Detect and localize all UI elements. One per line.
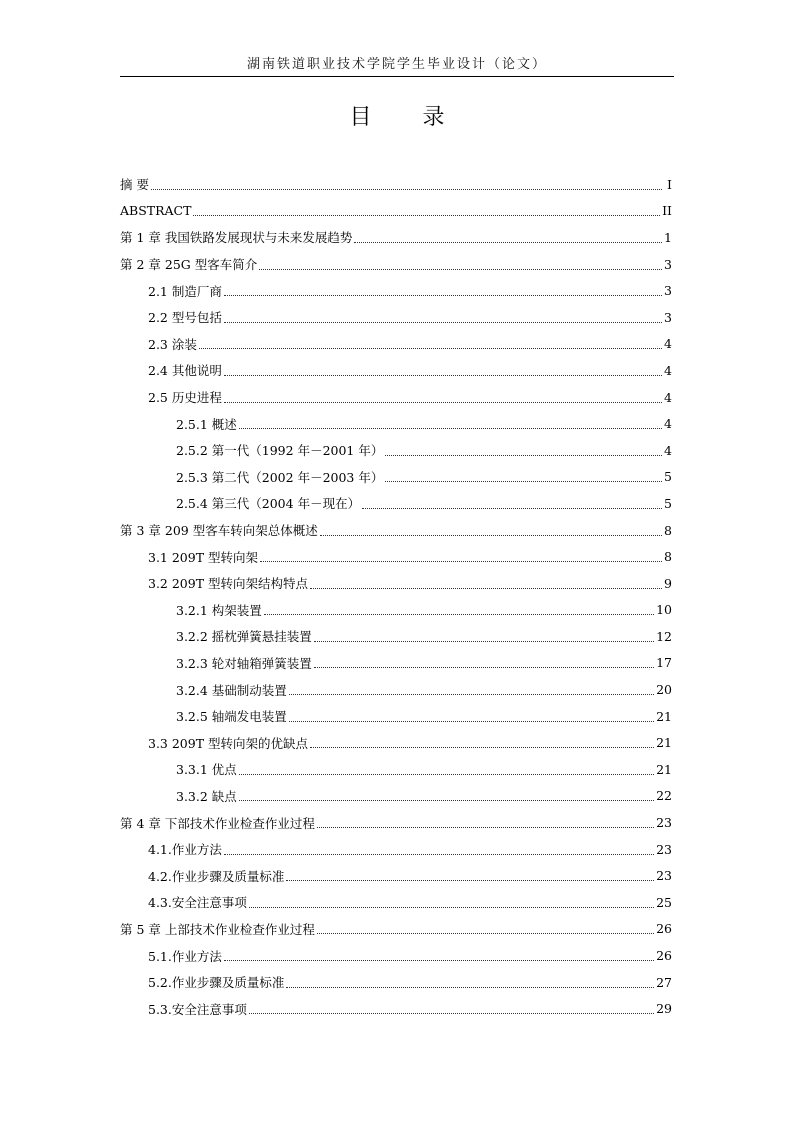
toc-entry[interactable] [120,756,672,783]
toc-entry-label: 2.5.4 第三代（2004 年－现在） [176,496,361,512]
toc-page-number: 3 [664,256,672,272]
toc-dot-leader [224,394,662,403]
toc-entry[interactable] [120,198,672,225]
toc-entry[interactable] [120,729,672,756]
toc-entry[interactable] [120,836,672,863]
toc-page-number: 5 [664,469,672,485]
toc-page-number: 21 [656,708,672,724]
toc-entry-label: 3.3.2 缺点 [176,788,237,804]
toc-page-number: 22 [656,788,672,804]
toc-page-number: 4 [664,389,672,405]
toc-dot-leader [260,553,662,562]
toc-dot-leader [354,234,662,243]
toc-entry[interactable] [120,650,672,677]
toc-page-number: 1 [664,229,672,245]
toc-entry[interactable] [120,862,672,889]
toc-entry[interactable] [120,437,672,464]
toc-entry-label: 4.2.作业步骤及质量标准 [148,868,285,884]
toc-page-number: I [667,176,672,192]
toc-entry[interactable] [120,304,672,331]
toc-dot-leader [224,287,662,296]
toc-dot-leader [289,686,654,695]
toc-entry[interactable] [120,384,672,411]
toc-page-number: 4 [664,336,672,352]
toc-dot-leader [310,580,662,589]
toc-entry-label: 第 3 章 209 型客车转向架总体概述 [120,523,318,539]
toc-dot-leader [310,739,654,748]
toc-entry-label: 第 1 章 我国铁路发展现状与未来发展趋势 [120,230,353,246]
toc-dot-leader [317,925,654,934]
toc-entry-label: 5.3.安全注意事项 [148,1001,247,1017]
toc-entry-label: 2.5.3 第二代（2002 年－2003 年） [176,469,384,485]
table-of-contents [120,171,672,1022]
toc-entry[interactable] [120,916,672,943]
toc-dot-leader [362,500,662,509]
toc-entry-label: 3.2.1 构架装置 [176,602,262,618]
toc-page-number: 21 [656,761,672,777]
toc-page-number: 23 [656,841,672,857]
toc-entry-label: 5.1.作业方法 [148,948,222,964]
toc-entry-label: ABSTRACT [120,203,192,219]
toc-entry-label: 2.4 其他说明 [148,363,222,379]
toc-page-number: 10 [656,602,672,618]
toc-entry[interactable] [120,464,672,491]
toc-page-number: 29 [656,1001,672,1017]
toc-page-number: 26 [656,948,672,964]
toc-dot-leader [286,979,654,988]
toc-page-number: 25 [656,894,672,910]
toc-page-number: 4 [664,362,672,378]
toc-dot-leader [239,420,662,429]
toc-dot-leader [239,792,654,801]
toc-entry-label: 3.3.1 优点 [176,762,237,778]
toc-page-number: 27 [656,974,672,990]
toc-entry[interactable] [120,251,672,278]
toc-entry[interactable] [120,597,672,624]
toc-entry[interactable] [120,357,672,384]
toc-page-number: 8 [664,522,672,538]
toc-page-number: 3 [664,309,672,325]
toc-entry-label: 4.1.作业方法 [148,842,222,858]
toc-entry[interactable] [120,171,672,198]
toc-entry[interactable] [120,570,672,597]
toc-entry[interactable] [120,224,672,251]
toc-page-number: 4 [664,442,672,458]
toc-entry[interactable] [120,889,672,916]
toc-entry[interactable] [120,490,672,517]
toc-entry[interactable] [120,676,672,703]
toc-entry[interactable] [120,410,672,437]
toc-dot-leader [289,713,654,722]
toc-entry-label: 2.1 制造厂商 [148,283,222,299]
toc-page-number: 17 [656,655,672,671]
toc-page-number: 4 [664,416,672,432]
toc-entry-label: 3.2.5 轴端发电装置 [176,709,287,725]
page-title: 目 录 [349,105,467,130]
toc-dot-leader [224,952,654,961]
toc-page-number: 3 [664,283,672,299]
toc-entry-label: 第 2 章 25G 型客车简介 [120,257,258,273]
toc-page-number: 23 [656,815,672,831]
toc-dot-leader [320,527,662,536]
toc-dot-leader [224,367,662,376]
toc-dot-leader [385,447,662,456]
toc-entry-label: 3.2.4 基础制动装置 [176,682,287,698]
toc-entry-label: 3.2.2 摇枕弹簧悬挂装置 [176,629,312,645]
toc-dot-leader [314,633,654,642]
toc-dot-leader [224,314,662,323]
toc-page-number: 21 [656,735,672,751]
toc-dot-leader [314,659,654,668]
toc-dot-leader [264,606,654,615]
toc-entry[interactable] [120,277,672,304]
toc-dot-leader [239,766,654,775]
toc-entry-label: 4.3.安全注意事项 [148,895,247,911]
toc-page-number: 12 [656,628,672,644]
toc-dot-leader [193,207,660,216]
toc-entry-label: 2.2 型号包括 [148,310,222,326]
toc-page-number: II [662,203,672,219]
toc-entry-label: 2.5 历史进程 [148,390,222,406]
toc-entry[interactable] [120,942,672,969]
toc-dot-leader [224,846,654,855]
toc-dot-leader [199,340,662,349]
toc-dot-leader [249,1005,654,1014]
toc-entry[interactable] [120,995,672,1022]
toc-entry-label: 2.5.2 第一代（1992 年－2001 年） [176,443,384,459]
toc-entry-label: 第 4 章 下部技术作业检查作业过程 [120,815,315,831]
toc-dot-leader [317,819,654,828]
toc-dot-leader [151,181,662,190]
header-rule [120,76,674,77]
toc-page-number: 26 [656,921,672,937]
toc-entry-label: 第 5 章 上部技术作业检查作业过程 [120,921,315,937]
toc-entry-label: 2.3 涂装 [148,336,197,352]
toc-dot-leader [385,473,662,482]
toc-entry-label: 3.2 209T 型转向架结构特点 [148,576,309,592]
toc-dot-leader [259,261,662,270]
toc-page-number: 8 [664,549,672,565]
toc-entry[interactable] [120,809,672,836]
toc-entry[interactable] [120,703,672,730]
toc-entry[interactable] [120,623,672,650]
toc-dot-leader [286,872,654,881]
toc-entry[interactable] [120,517,672,544]
toc-entry-label: 5.2.作业步骤及质量标准 [148,975,285,991]
toc-entry-label: 3.2.3 轮对轴箱弹簧装置 [176,655,312,671]
toc-entry[interactable] [120,969,672,996]
toc-entry-label: 3.1 209T 型转向架 [148,549,259,565]
toc-entry-label: 摘 要 [120,177,149,193]
toc-entry[interactable] [120,331,672,358]
toc-page-number: 23 [656,868,672,884]
toc-entry-label: 2.5.1 概述 [176,416,237,432]
running-header: 湖南铁道职业技术学院学生毕业设计（论文） [246,57,547,72]
toc-page-number: 20 [656,682,672,698]
toc-entry[interactable] [120,783,672,810]
toc-page-number: 9 [664,575,672,591]
toc-entry[interactable] [120,543,672,570]
toc-dot-leader [249,899,654,908]
toc-page-number: 5 [664,495,672,511]
toc-entry-label: 3.3 209T 型转向架的优缺点 [148,735,309,751]
